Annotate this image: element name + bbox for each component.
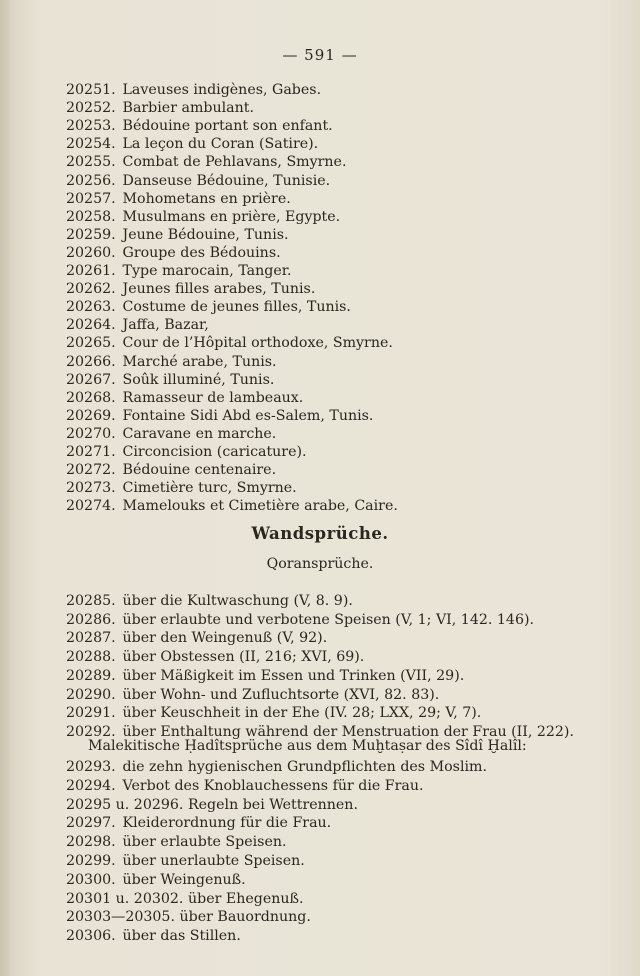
entry-text: Costume de jeunes filles, Tunis.: [122, 299, 351, 316]
list-item: [66, 371, 274, 390]
entry-number: 20271.: [66, 444, 116, 460]
list-item: [66, 99, 254, 118]
entry-number: 20298.: [66, 834, 116, 851]
entry-text: die zehn hygienischen Grundpflichten des Moslim.: [122, 759, 487, 775]
page-number: — 591 —: [282, 46, 358, 64]
list-item: [66, 777, 424, 796]
entry-number: 20301 u. 20302.: [66, 890, 184, 907]
entry-text: Type marocain, Tanger.: [122, 263, 292, 279]
entry-number: 20303—20305.: [66, 909, 175, 926]
entry-text: Groupe des Bédouins.: [122, 244, 281, 261]
entry-text: Jaffa, Bazar,: [122, 317, 209, 334]
entry-number: 20259.: [66, 226, 116, 243]
list-item: [66, 262, 291, 281]
entry-number: 20292.: [66, 723, 116, 740]
list-item: [66, 479, 297, 498]
entry-number: 20267.: [66, 371, 116, 388]
list-item: [66, 316, 209, 335]
entry-text: über Bauordnung.: [179, 909, 311, 926]
entry-text: über Weingenuß.: [122, 871, 246, 888]
entry-text: über erlaubte und verbotene Speisen (V, 1; VI, 142. 146).: [122, 611, 535, 628]
list-item: [66, 890, 304, 909]
entry-number: 20306.: [66, 928, 116, 945]
list-item: [66, 244, 281, 263]
entry-text: La leçon du Coran (Satire).: [122, 136, 319, 153]
entry-text: Circoncision (caricature).: [122, 444, 307, 460]
list-item: [66, 280, 315, 299]
entry-text: über die Kultwaschung (V, 8. 9).: [122, 593, 353, 609]
entry-text: Regeln bei Wettrennen.: [187, 796, 358, 813]
list-item: [66, 927, 241, 946]
entry-text: Mohometans en prière.: [122, 190, 291, 207]
entry-number: 20288.: [66, 649, 116, 666]
entry-text: über das Stillen.: [122, 928, 241, 945]
entry-text: über Mäßigkeit im Essen und Trinken (VII, 29).: [122, 667, 465, 684]
subheading-hadit: Malekitische Ḥadîtsprüche aus dem Muḫtaṣar des Sîdî Ḫalîl:: [88, 738, 527, 754]
entry-number: 20297.: [66, 815, 116, 832]
list-item: [66, 172, 330, 191]
list-item: [66, 443, 307, 462]
entry-number: 20272.: [66, 462, 116, 479]
entry-number: 20258.: [66, 208, 116, 225]
entry-text: über Enthaltung während der Menstruation der Frau (II, 222).: [122, 723, 574, 740]
entry-number: 20286.: [66, 611, 116, 628]
entry-number: 20264.: [66, 317, 116, 334]
entry-number: 20294.: [66, 777, 116, 794]
list-item: [66, 814, 331, 833]
list-item: [66, 81, 321, 100]
list-item: [66, 592, 353, 611]
entry-number: 20265.: [66, 335, 116, 352]
list-item: [66, 871, 246, 890]
list-item: [66, 153, 346, 172]
list-item: [66, 461, 276, 480]
list-item: [66, 648, 364, 667]
entry-number: 20254.: [66, 136, 116, 153]
list-item: [66, 353, 277, 372]
entry-number: 20289.: [66, 667, 116, 684]
entry-text: Ramasseur de lambeaux.: [122, 389, 304, 406]
entry-number: 20293.: [66, 759, 116, 775]
entry-text: über Ehegenuß.: [187, 890, 304, 907]
list-item: [66, 334, 393, 353]
entry-number: 20300.: [66, 871, 116, 888]
list-item: [66, 407, 373, 426]
list-item: [66, 389, 303, 408]
list-item: [66, 686, 439, 705]
entry-text: über Keuschheit in der Ehe (IV. 28; LXX, 29; V, 7).: [122, 705, 482, 722]
list-item: [66, 226, 289, 245]
entry-text: Jeune Bédouine, Tunis.: [122, 226, 289, 243]
entry-number: 20268.: [66, 389, 116, 406]
list-item: [66, 908, 311, 927]
entry-number: 20291.: [66, 705, 116, 722]
entry-number: 20266.: [66, 353, 116, 370]
entry-number: 20262.: [66, 281, 116, 298]
entry-text: Kleiderordnung für die Frau.: [122, 815, 332, 832]
entry-text: Mamelouks et Cimetière arabe, Caire.: [122, 498, 398, 515]
entry-number: 20260.: [66, 244, 116, 261]
entry-text: über unerlaubte Speisen.: [122, 853, 305, 869]
entry-text: Barbier ambulant.: [122, 100, 254, 117]
list-item: [66, 667, 464, 686]
list-item: [66, 796, 358, 815]
entry-number: 20290.: [66, 686, 116, 703]
list-item: [66, 208, 340, 227]
entry-text: Bédouine portant son enfant.: [122, 118, 333, 135]
entry-text: Caravane en marche.: [122, 425, 277, 442]
entry-number: 20269.: [66, 407, 116, 424]
entry-number: 20287.: [66, 630, 116, 647]
entry-text: Cour de l’Hôpital orthodoxe, Smyrne.: [122, 335, 393, 352]
entry-number: 20255.: [66, 154, 116, 171]
entry-text: Musulmans en prière, Egypte.: [122, 208, 341, 225]
entry-text: Fontaine Sidi Abd es-Salem, Tunis.: [122, 407, 374, 424]
section-heading: Wandsprüche.: [251, 524, 389, 543]
list-item: [66, 298, 351, 317]
list-item: [66, 611, 534, 630]
entry-number: 20261.: [66, 263, 116, 279]
entry-number: 20273.: [66, 480, 116, 497]
entry-number: 20253.: [66, 118, 116, 135]
list-item: [66, 425, 276, 444]
entry-text: Marché arabe, Tunis.: [122, 353, 277, 370]
entry-text: über Obstessen (II, 216; XVI, 69).: [122, 649, 365, 666]
entry-text: über Wohn- und Zufluchtsorte (XVI, 82. 83).: [122, 686, 440, 703]
list-item: [66, 758, 487, 777]
subheading-qoran: Qoransprüche.: [266, 556, 374, 572]
list-item: [66, 852, 305, 871]
entry-number: 20257.: [66, 190, 116, 207]
entry-number: 20270.: [66, 425, 116, 442]
entry-number: 20252.: [66, 100, 116, 117]
entry-text: Verbot des Knoblauchessens für die Frau.: [122, 777, 424, 794]
list-item: [66, 497, 398, 516]
list-item: [66, 190, 291, 209]
entry-number: 20263.: [66, 299, 116, 316]
entry-number: 20285.: [66, 593, 116, 609]
entry-text: Laveuses indigènes, Gabes.: [122, 82, 322, 98]
entry-number: 20299.: [66, 853, 116, 869]
list-item: [66, 135, 318, 154]
list-item: [66, 629, 327, 648]
list-item: [66, 117, 333, 136]
list-item: [66, 833, 286, 852]
entry-text: Jeunes filles arabes, Tunis.: [122, 281, 316, 298]
entry-text: Bédouine centenaire.: [122, 462, 277, 479]
list-item: [66, 704, 481, 723]
entry-number: 20256.: [66, 172, 116, 189]
entry-text: Soûk illuminé, Tunis.: [122, 371, 275, 388]
entry-text: über den Weingenuß (V, 92).: [122, 630, 328, 647]
entry-number: 20295 u. 20296.: [66, 796, 184, 813]
entry-text: Cimetière turc, Smyrne.: [122, 480, 297, 497]
entry-number: 20274.: [66, 498, 116, 515]
entry-number: 20251.: [66, 82, 116, 98]
entry-text: Danseuse Bédouine, Tunisie.: [122, 172, 331, 189]
entry-text: über erlaubte Speisen.: [122, 834, 287, 851]
entry-text: Combat de Pehlavans, Smyrne.: [122, 154, 347, 171]
